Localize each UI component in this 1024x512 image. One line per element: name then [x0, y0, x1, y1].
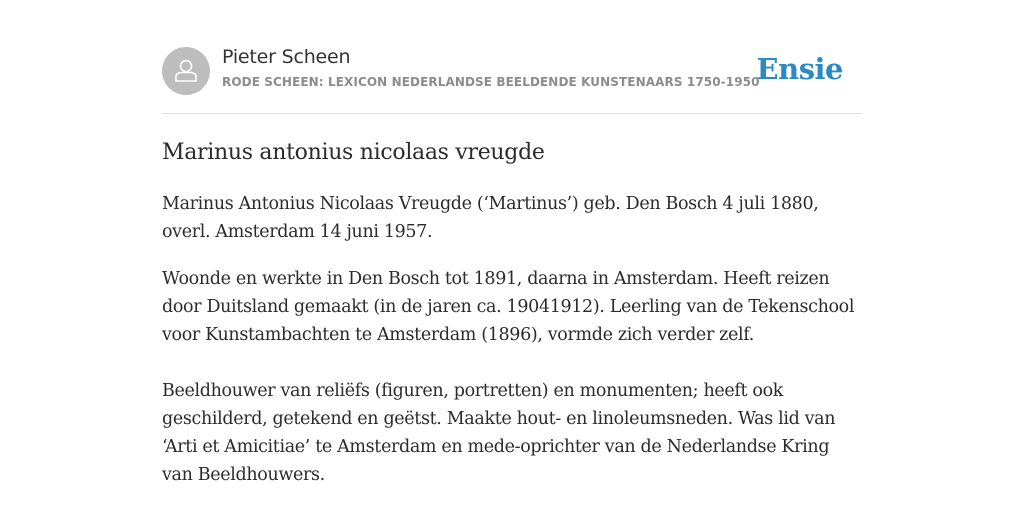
source-title[interactable]: RODE SCHEEN: LEXICON NEDERLANDSE BEELDENDE KUNSTENAARS 1750-1950 — [222, 75, 760, 89]
text-line: geschilderd, getekend en geëtst. Maakte hout- en linoleumsneden. Was lid van — [162, 409, 836, 429]
author-name[interactable]: Pieter Scheen — [222, 46, 351, 68]
paragraph-birth-death — [162, 190, 862, 246]
text-line: Woonde en werkte in Den Bosch tot 1891, daarna in Amsterdam. Heeft reizen — [162, 269, 830, 289]
paragraph-biography — [162, 265, 862, 349]
page-title: Marinus antonius nicolaas vreugde — [162, 140, 545, 165]
person-outline-icon — [162, 47, 210, 95]
article-header — [162, 46, 862, 96]
text-line: ‘Arti et Amicitiae’ te Amsterdam en mede-oprichter van de Nederlandse Kring — [162, 437, 830, 457]
text-line: Marinus Antonius Nicolaas Vreugde (‘Martinus’) geb. Den Bosch 4 juli 1880, — [162, 194, 819, 214]
text-line: voor Kunstambachten te Amsterdam (1896), vormde zich verder zelf. — [162, 325, 755, 345]
text-line: door Duitsland gemaakt (in de jaren ca. 19041912). Leerling van de Tekenschool — [162, 297, 855, 317]
brand-logo[interactable]: Ensie — [756, 52, 843, 86]
text-line: Beeldhouwer van reliëfs (figuren, portretten) en monumenten; heeft ook — [162, 381, 784, 401]
header-divider — [162, 113, 862, 114]
user-avatar-icon[interactable] — [162, 47, 210, 95]
paragraph-works — [162, 377, 862, 489]
text-line: van Beeldhouwers. — [162, 465, 325, 485]
article-body — [162, 190, 862, 489]
text-line: overl. Amsterdam 14 juni 1957. — [162, 222, 433, 242]
